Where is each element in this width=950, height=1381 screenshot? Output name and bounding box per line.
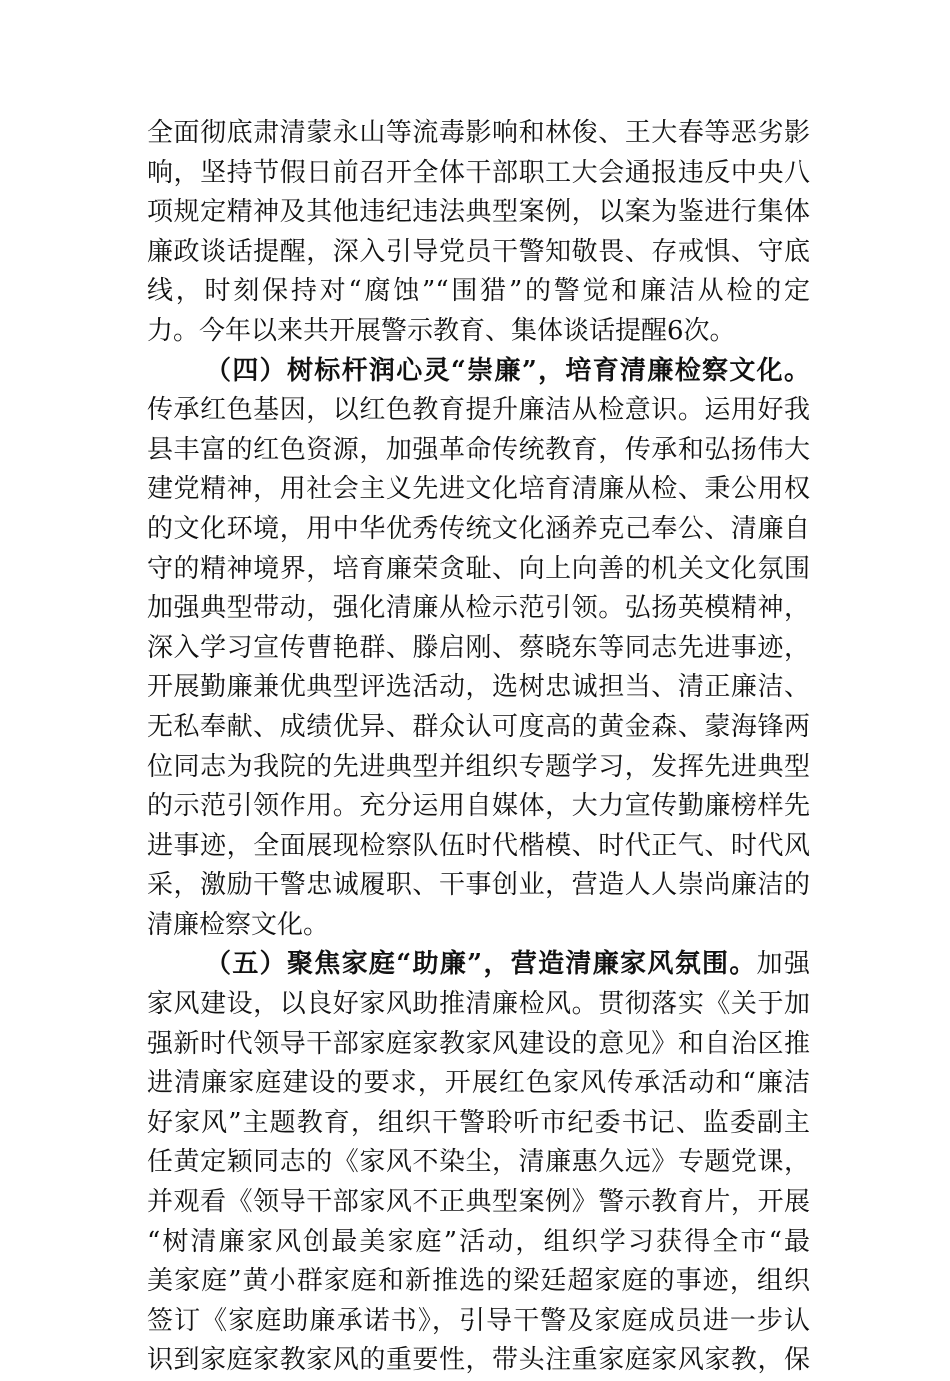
text-line: 位同志为我院的先进典型并组织专题学习，发挥先进典型: [147, 751, 810, 782]
text-line: 并观看《领导干部家风不正典型案例》警示教育片，开展: [147, 1187, 810, 1218]
text-line: 进清廉家庭建设的要求，开展红色家风传承活动和“廉洁: [147, 1068, 810, 1099]
text-line: 无私奉献、成绩优异、群众认可度高的黄金森、蒙海锋两: [147, 711, 810, 742]
text-line: 响，坚持节假日前召开全体干部职工大会通报违反中央八: [147, 157, 810, 188]
text-line: 好家风”主题教育，组织干警聆听市纪委书记、监委副主: [147, 1107, 810, 1138]
text-line: 采，激励干警忠诚履职、干事创业，营造人人崇尚廉洁的: [147, 870, 810, 901]
text-line: 的文化环境，用中华优秀传统文化涵养克己奉公、清廉自: [147, 513, 810, 544]
text-line: 任黄定颖同志的《家风不染尘，清廉惠久远》专题党课，: [147, 1147, 810, 1178]
text-line: 强新时代领导干部家庭家教家风建设的意见》和自治区推: [147, 1028, 810, 1059]
text-line: 开展勤廉兼优典型评选活动，选树忠诚担当、清正廉洁、: [147, 672, 810, 703]
section-heading-4: （四）树标杆润心灵“崇廉”，培育清廉检察文化。: [205, 355, 810, 386]
text-line: 加强典型带动，强化清廉从检示范引领。弘扬英模精神，: [147, 593, 810, 624]
text-line: “树清廉家风创最美家庭”活动，组织学习获得全市“最: [147, 1226, 810, 1257]
text-line: 廉政谈话提醒，深入引导党员干警知敬畏、存戒惧、守底: [147, 236, 810, 267]
text-line: 县丰富的红色资源，加强革命传统教育，传承和弘扬伟大: [147, 434, 810, 465]
text-line: 美家庭”黄小群家庭和新推选的梁廷超家庭的事迹，组织: [147, 1266, 810, 1297]
text-line: 识到家庭家教家风的重要性，带头注重家庭家风家教，保: [147, 1345, 810, 1376]
text-line: 家风建设，以良好家风助推清廉检风。贯彻落实《关于加: [147, 989, 810, 1020]
text-line: 的示范引领作用。充分运用自媒体，大力宣传勤廉榜样先: [147, 791, 810, 822]
document-body: [147, 114, 810, 1381]
text-line: 力。今年以来共开展警示教育、集体谈话提醒6次。: [147, 315, 736, 346]
text-line: 线，时刻保持对“腐蚀”“围猎”的警觉和廉洁从检的定: [147, 276, 810, 307]
text-line: 传承红色基因，以红色教育提升廉洁从检意识。运用好我: [147, 395, 810, 426]
section-heading-5-line: [147, 945, 810, 985]
text-line: 清廉检察文化。: [147, 909, 330, 940]
text-line: 深入学习宣传曹艳群、滕启刚、蔡晓东等同志先进事迹，: [147, 632, 810, 663]
heading-tail-text: 加强: [756, 949, 810, 980]
paragraph-3: [147, 945, 810, 1381]
paragraph-2: [147, 352, 810, 946]
text-line: 进事迹，全面展现检察队伍时代楷模、时代正气、时代风: [147, 830, 810, 861]
section-heading-5: （五）聚焦家庭“助廉”，营造清廉家风氛围。: [205, 949, 757, 980]
text-line: 全面彻底肃清蒙永山等流毒影响和林俊、王大春等恶劣影: [147, 118, 810, 148]
text-line: 建党精神，用社会主义先进文化培育清廉从检、秉公用权: [147, 474, 810, 505]
text-line: 项规定精神及其他违纪违法典型案例，以案为鉴进行集体: [147, 197, 810, 228]
text-line: 签订《家庭助廉承诺书》，引导干警及家庭成员进一步认: [147, 1305, 810, 1336]
text-line: 守的精神境界，培育廉荣贪耻、向上向善的机关文化氛围: [147, 553, 810, 584]
paragraph-1: [147, 114, 810, 352]
